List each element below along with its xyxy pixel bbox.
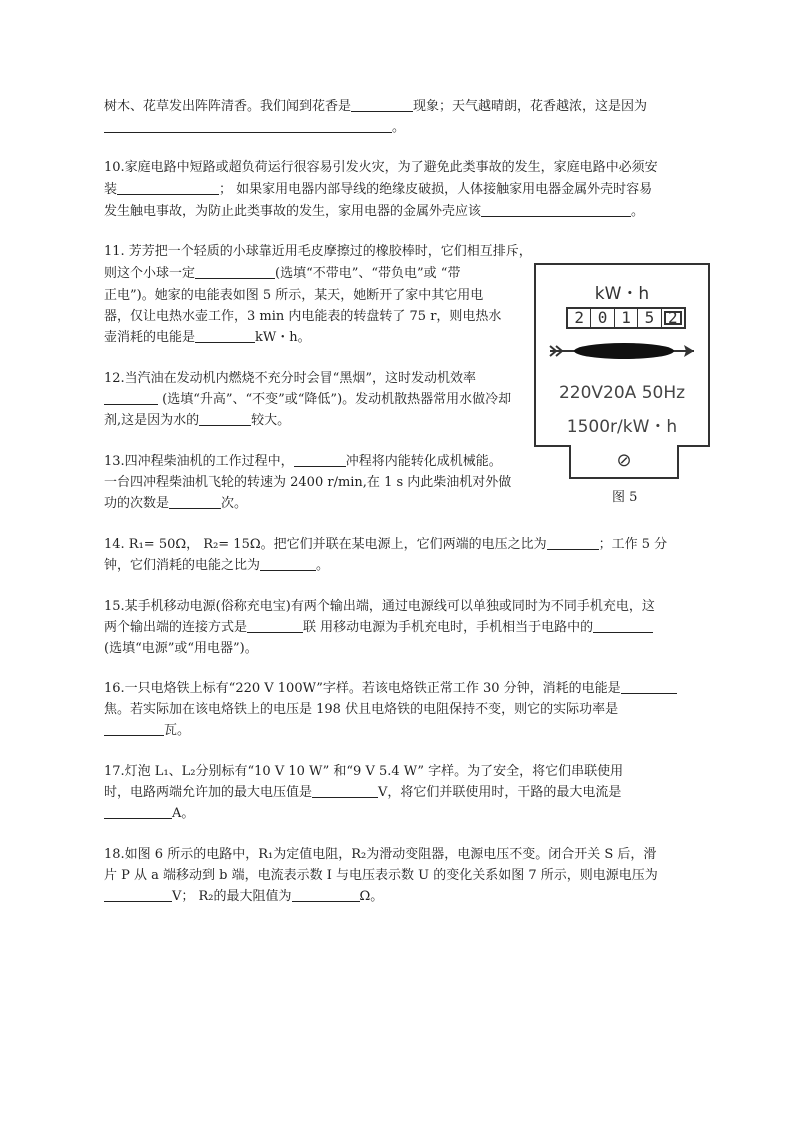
answer-blank[interactable]	[104, 390, 158, 405]
answer-blank[interactable]	[104, 887, 172, 902]
answer-blank[interactable]	[547, 535, 599, 550]
answer-blank[interactable]	[621, 679, 677, 694]
meter-digit: 1	[615, 309, 638, 327]
answer-blank[interactable]	[481, 202, 631, 217]
answer-blank[interactable]	[247, 618, 303, 633]
text-line: 功的次数是 次。	[104, 496, 248, 511]
text-line: 16.一只电烙铁上标有“220 V 100W”字样。若该电烙铁正常工作 30 分钟，消耗的电能是	[104, 679, 677, 699]
meter-disk-arrow-icon	[548, 339, 700, 363]
text-line: 两个输出端的连接方式是 联 用移动电源为手机充电时，手机相当于电路中的	[104, 618, 653, 638]
text-line: A。	[104, 804, 194, 824]
text-line: (选填“升高”、“不变”或“降低”)。发动机散热器常用水做冷却	[104, 390, 511, 410]
text-line: 14. R₁= 50Ω， R₂= 15Ω。把它们并联在某电源上，它们两端的电压之比为 ；工作 5 分	[104, 537, 668, 552]
text-line: 发生触电事故，为防止此类事故的发生，家用电器的金属外壳应该 。	[104, 204, 645, 219]
text-line: 焦。若实际加在该电烙铁上的电压是 198 伏且电烙铁的电阻保持不变，则它的实际功率是	[104, 702, 619, 717]
meter-base	[569, 445, 679, 479]
text-line: 。	[104, 118, 405, 138]
text-line: 18.如图 6 所示的电路中，R₁为定值电阻，R₂为滑动变阻器，电源电压不变。闭合开关 S 后，滑	[104, 847, 657, 862]
meter-digit: 0	[591, 309, 614, 327]
answer-blank[interactable]	[104, 721, 164, 736]
text-line: 片 P 从 a 端移动到 b 端，电流表示数 I 与电压表示数 U 的变化关系如图 7 所示，则电源电压为	[104, 868, 658, 883]
text-line: 树木、花草发出阵阵清香。我们闻到花香是 现象；天气越晴朗，花香越浓，这是因为	[104, 99, 648, 114]
meter-digit: 2	[568, 309, 591, 327]
meter-rating-label: 220V20A 50Hz	[558, 383, 686, 403]
meter-constant-label: 1500r/kW・h	[566, 417, 678, 437]
text-line: 正电”)。她家的电能表如图 5 所示，某天，她断开了家中其它用电	[104, 288, 484, 303]
text-line: 剂,这是因为水的 较大。	[104, 413, 291, 428]
text-line: 则这个小球一定 (选填“不带电”、“带负电”或 “带	[104, 266, 461, 281]
text-line: 一台四冲程柴油机飞轮的转速为 2400 r/min,在 1 s 内此柴油机对外做	[104, 475, 512, 490]
text-line: 12.当汽油在发动机内燃烧不充分时会冒“黑烟”，这时发动机效率	[104, 371, 476, 386]
answer-blank[interactable]	[169, 494, 221, 509]
text-line: 17.灯泡 L₁、L₂分别标有“10 V 10 W” 和“9 V 5.4 W” 字样。为了安全，将它们串联使用	[104, 764, 624, 779]
text-line: 时，电路两端允许加的最大电压值是 V，将它们并联使用时，干路的最大电流是	[104, 785, 622, 800]
answer-blank[interactable]	[593, 618, 653, 633]
meter-digit: 5	[638, 309, 661, 327]
meter-digit-display	[566, 307, 686, 329]
answer-blank[interactable]	[195, 328, 255, 343]
text-line: 器，仅让电热水壶工作，3 min 内电能表的转盘转了 75 r，则电热水	[104, 309, 502, 324]
answer-blank[interactable]	[104, 804, 172, 819]
text-line: 15.某手机移动电源(俗称充电宝)有两个输出端，通过电源线可以单独或同时为不同手机充电，这	[104, 599, 655, 614]
meter-unit-label: kW・h	[594, 284, 650, 304]
electricity-meter-figure	[534, 263, 710, 447]
text-line: 钟，它们消耗的电能之比为 。	[104, 558, 330, 573]
answer-blank[interactable]	[117, 180, 219, 195]
text-line: 10.家庭电路中短路或超负荷运行很容易引发火灾，为了避免此类事故的发生，家庭电路中必须安	[104, 160, 658, 175]
answer-blank[interactable]	[294, 452, 346, 467]
prohibited-symbol-icon: ⊘	[616, 450, 632, 471]
text-line: 瓦。	[104, 721, 190, 741]
answer-blank[interactable]	[104, 118, 392, 133]
answer-blank[interactable]	[199, 411, 251, 426]
answer-blank[interactable]	[195, 264, 275, 279]
text-line: 13.四冲程柴油机的工作过程中， 冲程将内能转化成机械能。	[104, 454, 502, 469]
answer-blank[interactable]	[260, 556, 316, 571]
text-line: (选填“电源”或“用电器”)。	[104, 641, 258, 656]
text-line: 11. 芳芳把一个轻质的小球靠近用毛皮摩擦过的橡胶棒时，它们相互排斥，	[104, 244, 532, 259]
text-line: 壶消耗的电能是 kW・h。	[104, 330, 311, 345]
meter-digit-decimal: 2	[662, 309, 684, 327]
answer-blank[interactable]	[351, 97, 413, 112]
text-line: V； R₂的最大阻值为 Ω。	[104, 887, 383, 907]
answer-blank[interactable]	[312, 783, 378, 798]
figure-caption: 图 5	[612, 490, 638, 505]
text-line: 装 ； 如果家用电器内部导线的绝缘皮破损，人体接触家用电器金属外壳时容易	[104, 182, 653, 197]
answer-blank[interactable]	[292, 887, 360, 902]
